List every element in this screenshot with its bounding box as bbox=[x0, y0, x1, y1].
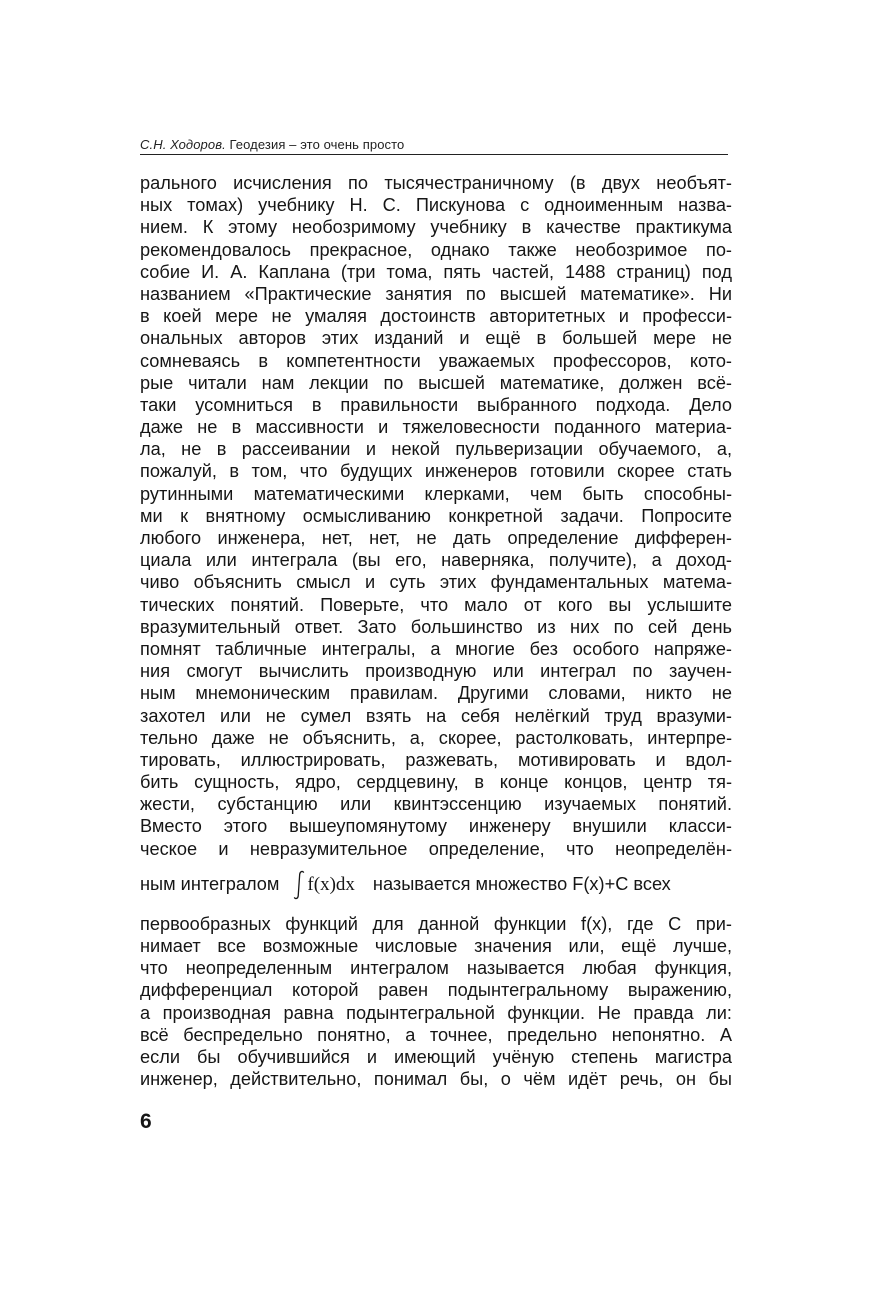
text-line: тельно даже не объяснить, а, скорее, растолковать, интерпре- bbox=[140, 727, 732, 748]
paragraph-part-1 bbox=[140, 172, 732, 860]
text-line: рые читали нам лекции по высшей математике, должен всё- bbox=[140, 372, 732, 393]
text-line: тировать, иллюстрировать, разжевать, мотивировать и вдол- bbox=[140, 749, 732, 770]
text-line: ми к внятному осмысливанию конкретной задачи. Попросите bbox=[140, 505, 732, 526]
text-line: дифференциал которой равен подынтегральному выражению, bbox=[140, 980, 732, 1001]
text-line: бить сущность, ядро, сердцевину, в конце концов, центр тя- bbox=[140, 772, 732, 793]
text-line: если бы обучившийся и имеющий учёную степень магистра bbox=[140, 1046, 732, 1067]
paragraph-part-2 bbox=[140, 913, 732, 1091]
header-rule bbox=[140, 154, 728, 155]
text-line: инженер, действительно, понимал бы, о чём идёт речь, он бы bbox=[140, 1069, 732, 1090]
running-head-title: Геодезия – это очень просто bbox=[225, 137, 405, 152]
text-line: в коей мере не умаляя достоинств авторитетных и професси- bbox=[140, 306, 732, 327]
page-number: 6 bbox=[140, 1110, 152, 1133]
body-text bbox=[140, 172, 732, 1090]
running-head bbox=[140, 138, 728, 152]
text-line: а производная равна подынтегральной функции. Не правда ли: bbox=[140, 1002, 732, 1023]
formula-line-before: ным интегралом bbox=[140, 874, 280, 895]
text-line: ла, не в рассеивании и некой пульверизации обучаемого, а, bbox=[140, 439, 732, 460]
text-line: захотел или не сумел взять на себя нелёгкий труд вразуми- bbox=[140, 705, 732, 726]
text-line: даже не в массивности и тяжеловесности поданного материа- bbox=[140, 417, 732, 438]
text-line: собие И. А. Каплана (три тома, пять частей, 1488 страниц) под bbox=[140, 261, 732, 282]
integral-sign-icon bbox=[293, 870, 305, 900]
text-line: пожалуй, в том, что будущих инженеров готовили скорее стать bbox=[140, 461, 732, 482]
text-line: циала или интеграла (вы его, наверняка, получите), а доход- bbox=[140, 550, 732, 571]
text-line: вразумительный ответ. Зато большинство из них по сей день bbox=[140, 616, 732, 637]
text-line: нимает все возможные числовые значения или, ещё лучше, bbox=[140, 936, 732, 956]
text-line: всё беспредельно понятно, а точнее, предельно непонятно. А bbox=[140, 1024, 732, 1045]
text-line: ных томах) учебнику Н. С. Пискунова с одноименным назва- bbox=[140, 195, 732, 216]
integral-formula bbox=[293, 870, 354, 900]
text-line: нием. К этому необозримому учебнику в качестве практикума bbox=[140, 217, 732, 238]
text-line: ческое и невразумительное определение, что неопределён- bbox=[140, 838, 732, 859]
text-line: ональных авторов этих изданий и ещё в большей мере не bbox=[140, 328, 732, 349]
formula-line bbox=[140, 863, 732, 907]
text-line: помнят табличные интегралы, а многие без особого напряже- bbox=[140, 638, 732, 659]
text-line: первообразных функций для данной функции f(x), где C при- bbox=[140, 913, 732, 934]
formula-line-after: называется множество F(x)+C всех bbox=[372, 874, 671, 895]
text-line: Вместо этого вышеупомянутому инженеру внушили класси- bbox=[140, 816, 732, 837]
text-line: таки усомниться в правильности выбранного подхода. Дело bbox=[140, 394, 732, 415]
text-line: рального исчисления по тысячестраничному (в двух необъят- bbox=[140, 173, 732, 193]
text-line: жести, субстанцию или квинтэссенцию изучаемых понятий. bbox=[140, 794, 732, 815]
text-line: ния смогут вычислить производную или интеграл по заучен- bbox=[140, 661, 732, 682]
text-line: сомневаясь в компетентности уважаемых профессоров, кото- bbox=[140, 350, 732, 371]
text-line: ным мнемоническим правилам. Другими словами, никто не bbox=[140, 683, 732, 704]
running-head-author: С.Н. Ходоров. bbox=[140, 137, 226, 152]
text-line: что неопределенным интегралом называется любая функция, bbox=[140, 958, 732, 979]
text-line: рекомендовалось прекрасное, однако также необозримое по- bbox=[140, 239, 732, 260]
integral-expression: f(x)dx bbox=[307, 873, 355, 895]
text-line: тических понятий. Поверьте, что мало от кого вы услышите bbox=[140, 594, 732, 615]
text-line: рутинными математическими клерками, чем быть способны- bbox=[140, 483, 732, 504]
text-line: названием «Практические занятия по высшей математике». Ни bbox=[140, 283, 732, 304]
text-line: любого инженера, нет, нет, не дать определение дифферен- bbox=[140, 528, 732, 548]
text-line: чиво объяснить смысл и суть этих фундаментальных матема- bbox=[140, 572, 732, 593]
